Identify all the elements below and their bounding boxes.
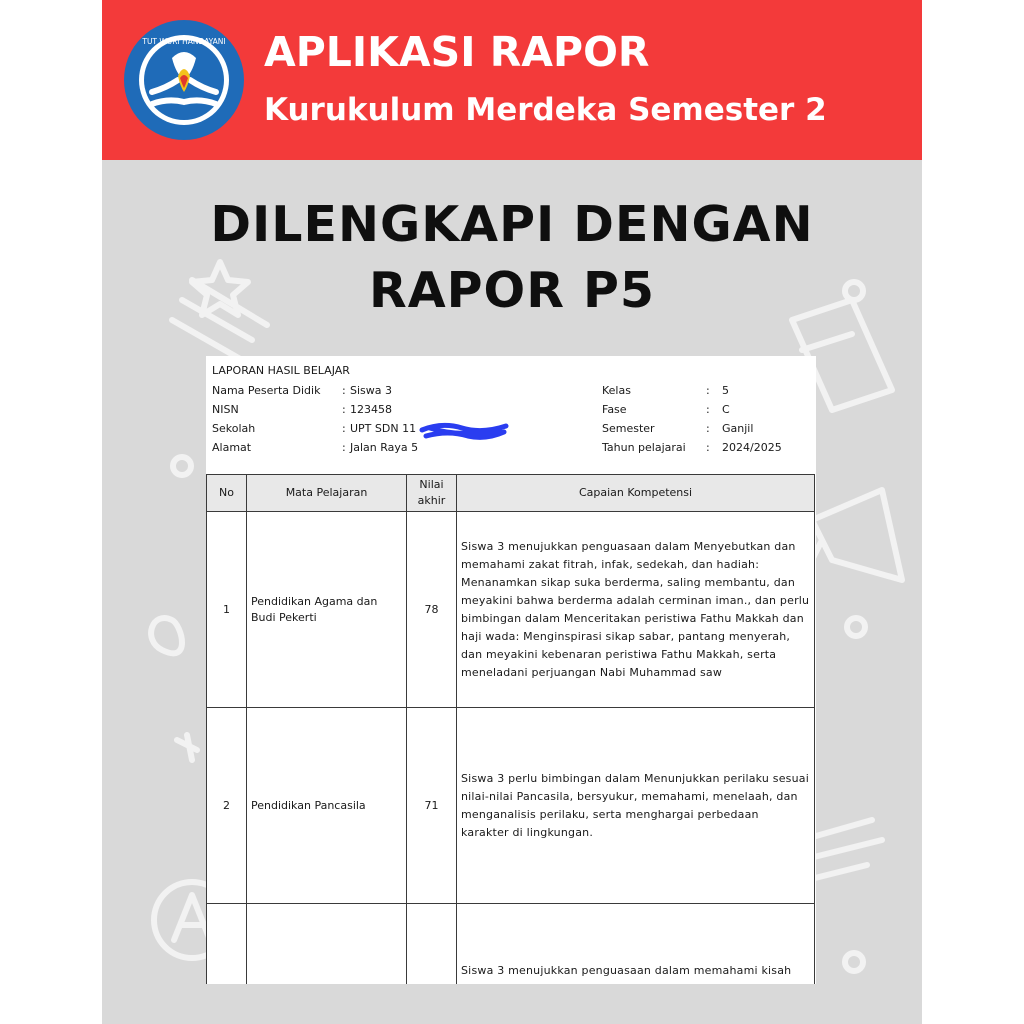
headline: [102, 192, 922, 324]
row-score: 78: [407, 512, 457, 708]
row-achievement: Siswa 3 menujukkan penguasaan dalam memahami kisah: [457, 904, 815, 985]
info-label: Sekolah: [212, 422, 256, 435]
redaction-scribble: [418, 420, 510, 444]
table-header-row: [207, 475, 815, 512]
info-label: NISN: [212, 403, 239, 416]
row-achievement: Siswa 3 perlu bimbingan dalam Menunjukkan perilaku sesuai nilai-nilai Pancasila, bersyukur, memahami, menelaah, dan menganalisis perilaku, serta menghargai perbedaan karakter di lingkungan.: [457, 708, 815, 904]
info-separator: :: [706, 403, 710, 416]
poster-panel: [102, 0, 922, 1024]
info-label: Nama Peserta Didik: [212, 384, 321, 397]
column-header-score-line1: Nilai: [419, 478, 444, 491]
info-separator: :: [342, 422, 346, 435]
row-score: [407, 904, 457, 985]
info-separator: :: [342, 441, 346, 454]
info-label: Alamat: [212, 441, 252, 454]
info-value: UPT SDN 11: [350, 422, 417, 435]
row-number: 1: [207, 512, 247, 708]
table-row: [207, 708, 815, 904]
info-label: Semester: [602, 422, 655, 435]
row-number: [207, 904, 247, 985]
column-header-no: No: [207, 475, 247, 512]
app-title: APLIKASI RAPOR: [264, 28, 650, 76]
column-header-achievement: Capaian Kompetensi: [457, 475, 815, 512]
info-value: 5: [722, 384, 729, 397]
headline-line-2: RAPOR P5: [368, 262, 656, 319]
info-separator: :: [342, 403, 346, 416]
row-subject: Pendidikan Pancasila: [247, 708, 407, 904]
info-value: 2024/2025: [722, 441, 782, 454]
info-separator: :: [706, 441, 710, 454]
row-subject: Pendidikan Agama dan Budi Pekerti: [247, 512, 407, 708]
info-separator: :: [706, 422, 710, 435]
column-header-score: [407, 475, 457, 512]
header-banner: [102, 0, 922, 160]
info-label: Tahun pelajarai: [602, 441, 686, 454]
column-header-score-line2: akhir: [417, 494, 446, 507]
info-label: Kelas: [602, 384, 631, 397]
ring-doodle-icon: [847, 618, 865, 636]
ring-doodle-icon: [845, 953, 863, 971]
info-value: C: [722, 403, 730, 416]
info-value: Siswa 3: [350, 384, 393, 397]
info-value: 123458: [350, 403, 392, 416]
info-value: Ganjil: [722, 422, 754, 435]
spark-doodle-icon: [177, 735, 197, 760]
tut-wuri-handayani-logo-icon: [122, 18, 246, 142]
palette-doodle-icon: [151, 618, 182, 653]
info-separator: :: [342, 384, 346, 397]
report-title: LAPORAN HASIL BELAJAR: [212, 364, 350, 377]
svg-text:TUT WURI HANDAYANI: TUT WURI HANDAYANI: [142, 37, 226, 46]
info-value: Jalan Raya 5: [350, 441, 419, 454]
info-label: Fase: [602, 403, 627, 416]
ring-doodle-icon: [173, 457, 191, 475]
row-achievement: Siswa 3 menujukkan penguasaan dalam Menyebutkan dan memahami zakat fitrah, infak, sedekah, dan hadiah: Menanamkan sikap suka berderma, saling membantu, dan meyakini bahwa berderma adalah cerminan iman., dan perlu bimbingan dalam Menceritakan peristiwa Fathu Makkah dan haji wada: Menginspirasi sikap sabar, pantang menyerah, dan meyakini kebenaran peristiwa Fathu Makkah, serta meneladani perjuangan Nabi Muhammad saw: [457, 512, 815, 708]
headline-line-1: DILENGKAPI DENGAN: [210, 196, 814, 253]
row-subject: [247, 904, 407, 985]
report-card-document: [206, 356, 816, 984]
row-number: 2: [207, 708, 247, 904]
table-row: [207, 904, 815, 985]
megaphone-doodle-icon: [802, 490, 902, 580]
row-score: 71: [407, 708, 457, 904]
info-separator: :: [706, 384, 710, 397]
table-row: [207, 512, 815, 708]
app-subtitle: Kurukulum Merdeka Semester 2: [264, 92, 827, 128]
column-header-subject: Mata Pelajaran: [247, 475, 407, 512]
grades-table: [206, 474, 815, 984]
